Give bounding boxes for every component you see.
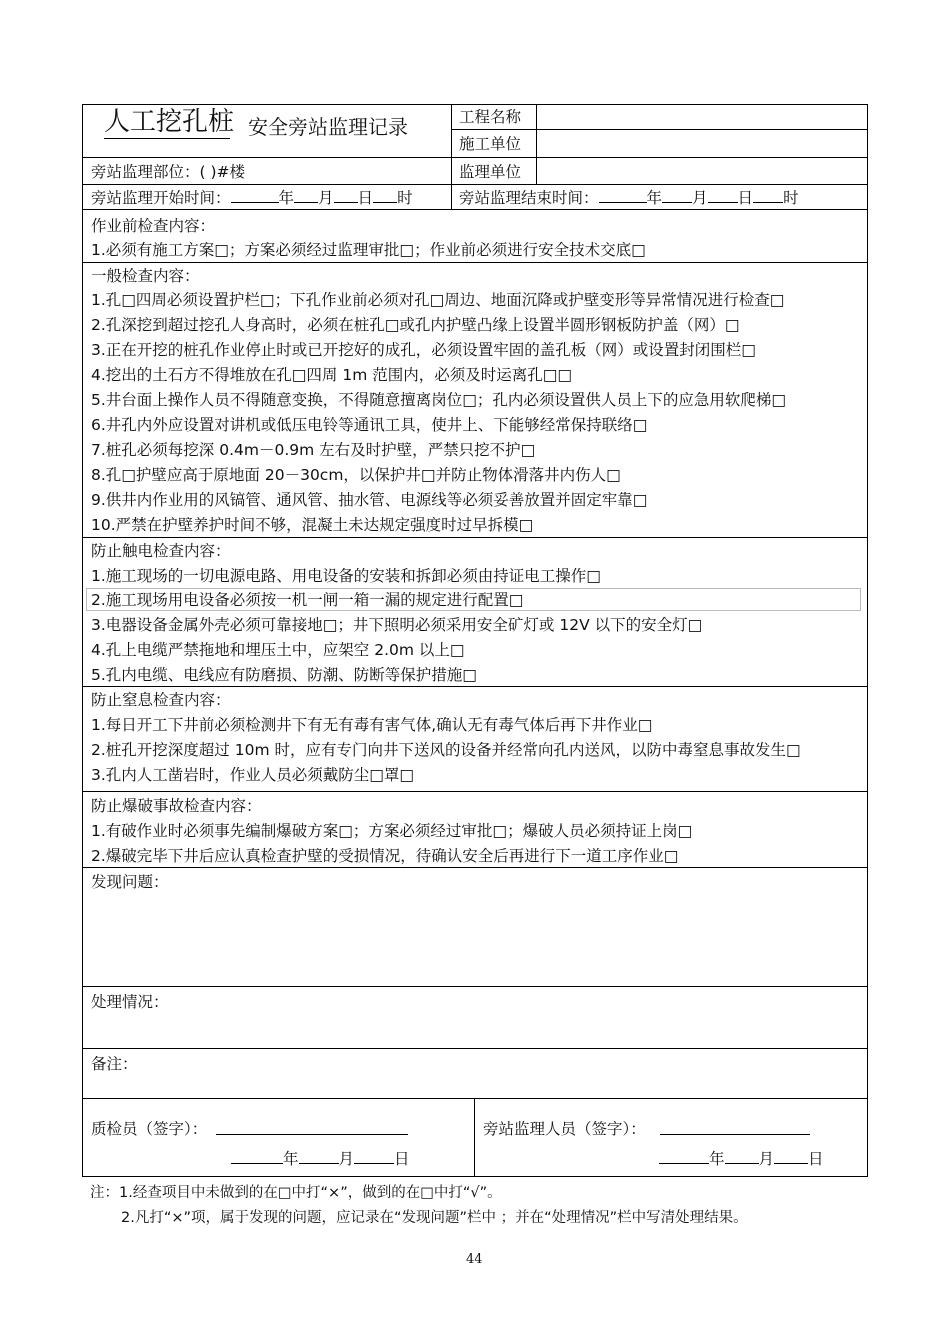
check-item[interactable]: 2.孔深挖到超过挖孔人身高时，必须在桩孔□或孔内护壁凸缘上设置半圆形钢板防护盖（网）□ bbox=[91, 316, 740, 334]
pre-work-heading: 作业前检查内容： bbox=[91, 217, 216, 235]
check-item[interactable]: 1.有破作业时必须事先编制爆破方案□；方案必须经过审批□；爆破人员必须持证上岗□ bbox=[91, 822, 693, 840]
check-item[interactable]: 1.孔□四周必须设置护栏□；下孔作业前必须对孔□周边、地面沉降或护壁变形等异常情况进行检查□ bbox=[91, 291, 785, 309]
supervision-unit-label: 监理单位 bbox=[459, 163, 522, 181]
start-year-field[interactable] bbox=[231, 188, 279, 203]
supervisor-year-field[interactable] bbox=[659, 1149, 709, 1164]
page-number: 44 bbox=[466, 1252, 483, 1267]
check-item[interactable]: 3.正在开挖的桩孔作业停止时或已开挖好的成孔，必须设置牢固的盖孔板（网）或设置封闭围栏□ bbox=[91, 341, 756, 359]
end-hour-field[interactable] bbox=[753, 188, 783, 203]
supervisor-month-field[interactable] bbox=[725, 1149, 759, 1164]
supervision-unit-field[interactable] bbox=[538, 159, 865, 183]
day-unit: 日 bbox=[808, 1150, 824, 1168]
electric-heading: 防止触电检查内容： bbox=[91, 542, 231, 560]
year-unit: 年 bbox=[646, 189, 663, 207]
note-line-2: 2.凡打“×”项，属于发现的问题，应记录在“发现问题”栏中 ；并在“处理情况”栏中写清处理结果。 bbox=[121, 1210, 748, 1226]
day-unit: 日 bbox=[394, 1150, 410, 1168]
check-item[interactable]: 4.挖出的土石方不得堆放在孔□四周 1m 范围内，必须及时运离孔□□ bbox=[91, 366, 573, 384]
check-item[interactable]: 3.电器设备金属外壳必须可靠接地□；井下照明必须采用安全矿灯或 12V 以下的安全灯□ bbox=[91, 616, 703, 634]
project-name-field[interactable] bbox=[538, 106, 865, 128]
general-heading: 一般检查内容： bbox=[91, 267, 200, 285]
remarks-field[interactable] bbox=[84, 1076, 865, 1096]
title-underline bbox=[104, 138, 230, 139]
inspector-signature-field[interactable] bbox=[216, 1134, 408, 1135]
check-item[interactable]: 2.桩孔开挖深度超过 10m 时，应有专门向井下送风的设备并经常向孔内送风，以防中毒窒息事故发生□ bbox=[91, 741, 801, 759]
location-label: 旁站监理部位：( )#楼 bbox=[91, 163, 246, 181]
project-name-label: 工程名称 bbox=[459, 108, 522, 126]
check-item[interactable]: 1.施工现场的一切电源电路、用电设备的安装和拆卸必须由持证电工操作□ bbox=[91, 567, 601, 585]
check-item[interactable]: 4.孔上电缆严禁拖地和埋压土中，应架空 2.0m 以上□ bbox=[91, 641, 465, 659]
construction-unit-label: 施工单位 bbox=[459, 135, 522, 153]
construction-unit-field[interactable] bbox=[538, 131, 865, 156]
start-time-label: 旁站监理开始时间： bbox=[91, 189, 231, 207]
note-line-1 bbox=[90, 1183, 502, 1203]
suffocation-heading: 防止窒息检查内容： bbox=[91, 691, 231, 709]
form-title-main: 人工挖孔桩 bbox=[104, 107, 235, 137]
end-time-label: 旁站监理结束时间： bbox=[459, 189, 599, 207]
start-month-field[interactable] bbox=[294, 188, 318, 203]
month-unit: 月 bbox=[758, 1150, 775, 1168]
year-unit: 年 bbox=[709, 1150, 725, 1168]
year-unit: 年 bbox=[283, 1150, 299, 1168]
supervisor-label: 旁站监理人员（签字）： bbox=[483, 1120, 646, 1138]
end-time-row bbox=[459, 188, 799, 208]
day-unit: 日 bbox=[357, 189, 374, 207]
check-item[interactable]: 1.必须有施工方案□；方案必须经过监理审批□；作业前必须进行安全技术交底□ bbox=[91, 241, 646, 259]
start-time-row bbox=[91, 188, 413, 208]
check-item[interactable]: 2.爆破完毕下井后应认真检查护壁的受损情况，待确认安全后再进行下一道工序作业□ bbox=[91, 847, 679, 865]
remarks-label: 备注： bbox=[91, 1055, 138, 1073]
month-unit: 月 bbox=[318, 189, 334, 207]
supervisor-signature-field[interactable] bbox=[660, 1134, 810, 1135]
end-year-field[interactable] bbox=[599, 188, 647, 203]
note-1-text: 1.经查项目中未做到的在□中打“×”，做到的在□中打“√”。 bbox=[119, 1185, 502, 1201]
check-item[interactable]: 5.井台面上操作人员不得随意变换，不得随意擅离岗位□；孔内必须设置供人员上下的应急用软爬梯□ bbox=[91, 391, 787, 409]
check-item[interactable]: 3.孔内人工凿岩时，作业人员必须戴防尘□罩□ bbox=[91, 766, 415, 784]
supervisor-date-row bbox=[659, 1149, 824, 1169]
month-unit: 月 bbox=[692, 189, 708, 207]
check-item[interactable]: 1.每日开工下井前必须检测井下有无有毒有害气体,确认无有毒气体后再下井作业□ bbox=[91, 716, 653, 734]
inspector-year-field[interactable] bbox=[231, 1149, 283, 1164]
inspector-month-field[interactable] bbox=[299, 1149, 339, 1164]
end-day-field[interactable] bbox=[708, 188, 738, 203]
inspector-label: 质检员（签字）： bbox=[91, 1120, 208, 1138]
month-unit: 月 bbox=[338, 1150, 355, 1168]
problems-label: 发现问题： bbox=[91, 873, 169, 891]
check-item[interactable]: 5.孔内电缆、电线应有防磨损、防潮、防断等保护措施□ bbox=[91, 666, 477, 684]
check-item[interactable]: 6.井孔内外应设置对讲机或低压电铃等通讯工具，使井上、下能够经常保持联络□ bbox=[91, 416, 648, 434]
check-item[interactable]: 9.供井内作业用的风镐管、通风管、抽水管、电源线等必须妥善放置并固定牢靠□ bbox=[91, 491, 648, 509]
check-item[interactable]: 2.施工现场用电设备必须按一机一闸一箱一漏的规定进行配置□ bbox=[91, 591, 524, 609]
start-day-field[interactable] bbox=[334, 188, 358, 203]
start-hour-field[interactable] bbox=[373, 188, 397, 203]
hour-unit: 时 bbox=[397, 189, 413, 207]
handling-field[interactable] bbox=[84, 1014, 865, 1046]
form-title-sub: 安全旁站监理记录 bbox=[248, 115, 408, 139]
problems-field[interactable] bbox=[84, 895, 865, 983]
year-unit: 年 bbox=[278, 189, 295, 207]
day-unit: 日 bbox=[737, 189, 754, 207]
check-item[interactable]: 8.孔□护壁应高于原地面 20－30cm，以保护井□并防止物体滑落井内伤人□ bbox=[91, 466, 621, 484]
blasting-heading: 防止爆破事故检查内容： bbox=[91, 797, 262, 815]
supervisor-day-field[interactable] bbox=[774, 1149, 808, 1164]
hour-unit: 时 bbox=[783, 189, 799, 207]
end-month-field[interactable] bbox=[662, 188, 692, 203]
note-prefix: 注： bbox=[90, 1185, 119, 1201]
check-item[interactable]: 7.桩孔必须每挖深 0.4m－0.9m 左右及时护壁，严禁只挖不护□ bbox=[91, 441, 536, 459]
inspector-day-field[interactable] bbox=[354, 1149, 394, 1164]
handling-label: 处理情况： bbox=[91, 993, 169, 1011]
inspector-date-row bbox=[231, 1149, 410, 1169]
check-item[interactable]: 10.严禁在护壁养护时间不够，混凝土未达规定强度时过早拆模□ bbox=[91, 516, 534, 534]
